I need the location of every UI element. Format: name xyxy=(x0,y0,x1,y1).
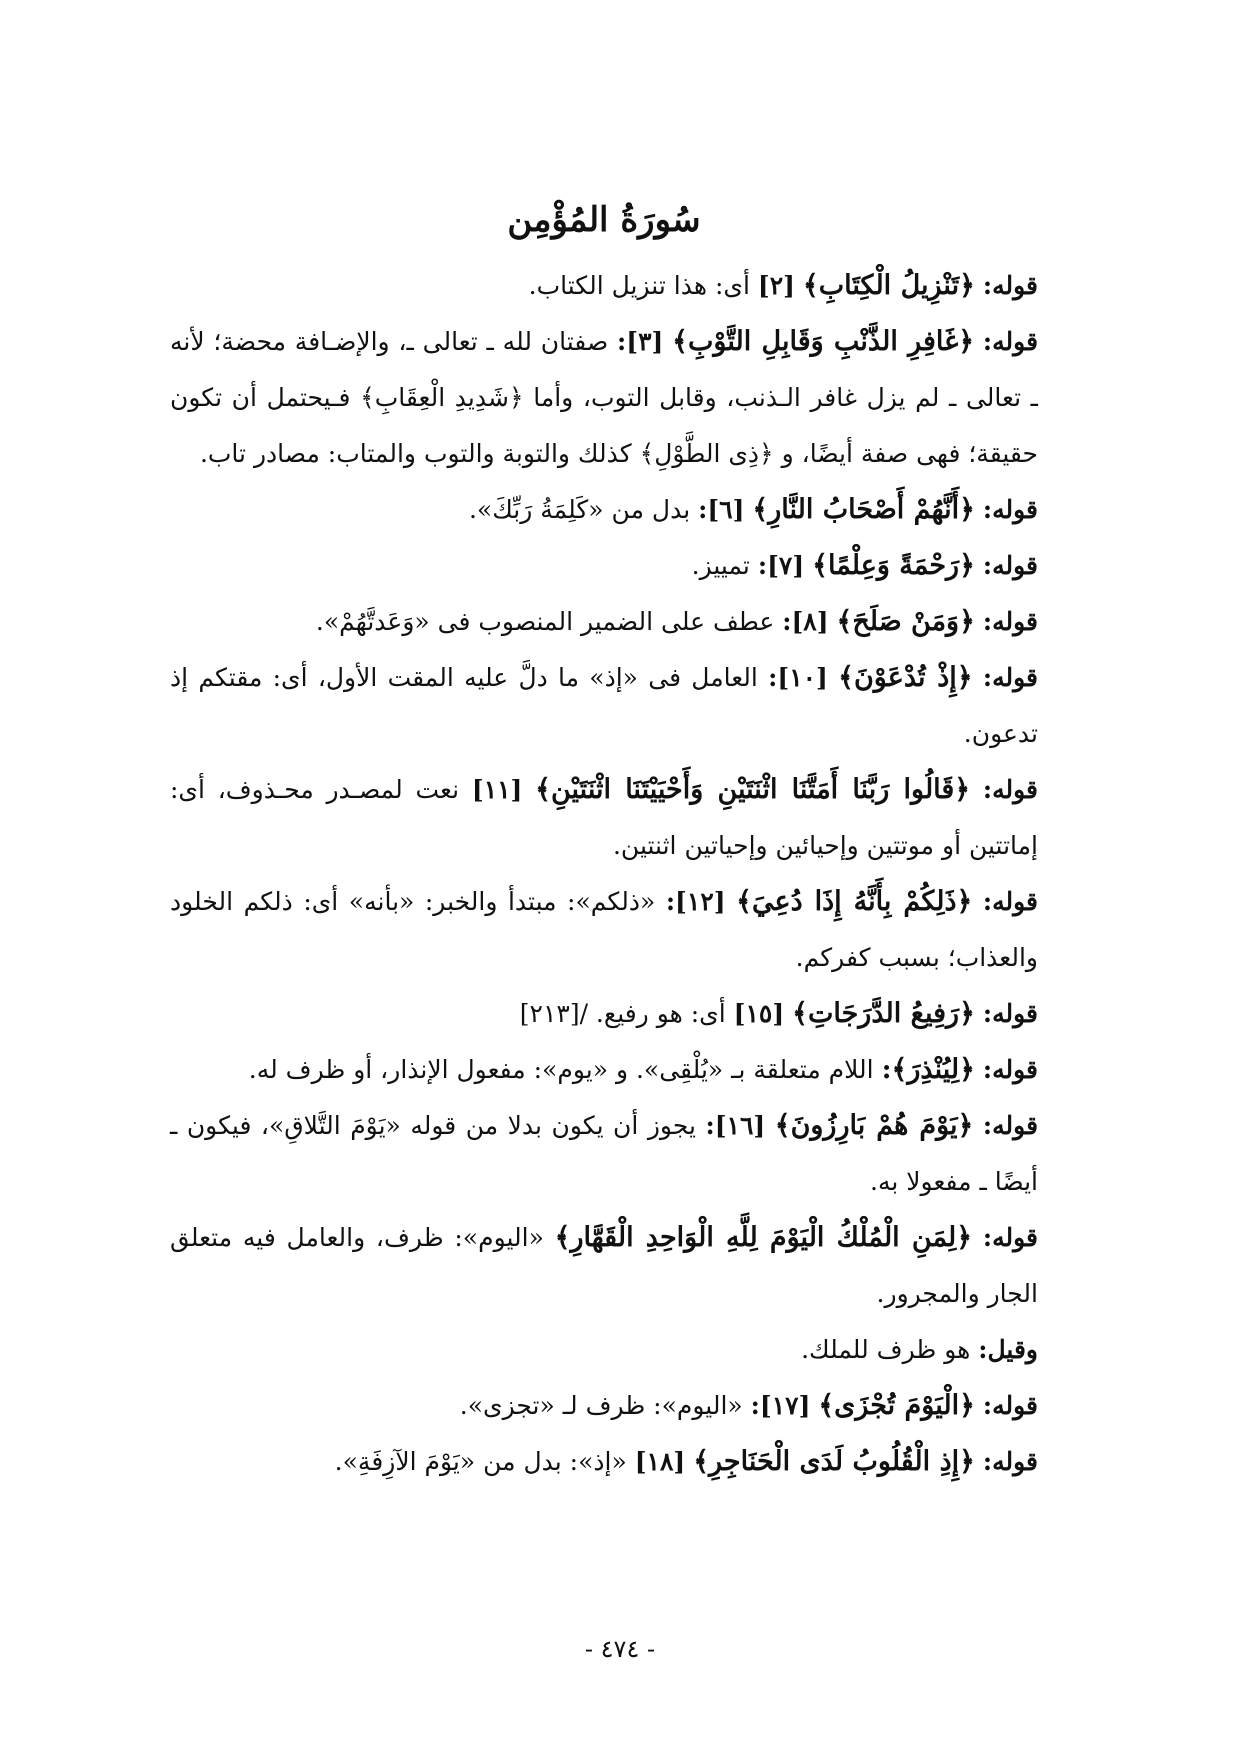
commentary-entry xyxy=(170,482,1038,538)
verse-quote: ﴿رَفِيعُ الدَّرَجَاتِ﴾ xyxy=(792,998,975,1029)
commentary-entry xyxy=(170,1042,1038,1098)
entry-text: «اليوم»: ظرف لـ «تجزى». xyxy=(459,1391,743,1420)
entry-text: تمييز. xyxy=(691,551,750,580)
verse-number: [٣]: xyxy=(617,327,664,356)
entry-text: «اليوم»: ظرف، والعامل فيه متعلق الجار والمجرور. xyxy=(170,1223,1038,1308)
verse-quote: ﴿غَافِرِ الذَّنْبِ وَقَابِلِ التَّوْبِ﴾ xyxy=(672,326,975,357)
entry-label: قوله: xyxy=(982,1111,1039,1140)
verse-quote: ﴿الْيَوْمَ تُجْزَى﴾ xyxy=(818,1390,975,1421)
verse-quote: ﴿يَوْمَ هُمْ بَارِزُونَ﴾ xyxy=(774,1110,974,1141)
entry-text: أى: هو رفيع. /[٢١٣] xyxy=(519,999,726,1028)
verse-quote: ﴿وَمَنْ صَلَحَ﴾ xyxy=(836,606,975,637)
entry-text: بدل من «كَلِمَةُ رَبِّكَ». xyxy=(468,495,691,524)
entry-text: يجوز أن يكون بدلا من قوله «يَوْمَ التَّلاقِ»، فيكون ـ أيضًا ـ مفعولا به. xyxy=(170,1111,1038,1196)
entry-text: عطف على الضمير المنصوب فى «وَعَدتَّهُمْ». xyxy=(315,607,775,636)
verse-number: [٧]: xyxy=(757,551,805,580)
entry-label: وقيل: xyxy=(978,1335,1038,1364)
commentary-entry xyxy=(170,1322,1038,1378)
verse-number: [١٨] xyxy=(634,1447,686,1476)
verse-number: [٨]: xyxy=(782,607,829,636)
commentary-entry xyxy=(170,1210,1038,1322)
commentary-entry xyxy=(170,650,1038,762)
verse-number: [١٠]: xyxy=(768,663,828,692)
entry-label: قوله: xyxy=(982,775,1039,804)
verse-number: [١١] xyxy=(471,775,523,804)
entry-text: نعت لمصـدر محـذوف، أى: إماتتين أو موتتين وإحيائين وإحياتين اثنتين. xyxy=(170,775,1038,860)
verse-quote: ﴿أَنَّهُمْ أَصْحَابُ النَّارِ﴾ xyxy=(752,494,975,525)
entry-text: صفتان لله ـ تعالى ـ، والإضـافة محضة؛ لأنه ـ تعالى ـ لم يزل غافر الـذنب، وقابل التوب، وأما ﴿شَدِيدِ الْعِقَابِ﴾ فـيحتمل أن تكون حقيقة؛ فهى صفة أيضًا، و ﴿ذِى الطَّوْلِ﴾ كذلك والتوبة والتوب والمتاب: مصادر تاب. xyxy=(170,327,1038,468)
commentary-entry xyxy=(170,1098,1038,1210)
page-number: - ٤٧٤ - xyxy=(584,1635,656,1663)
entry-label: قوله: xyxy=(982,1223,1038,1252)
verse-number: [٢] xyxy=(757,271,795,300)
entry-label: قوله: xyxy=(982,1055,1038,1084)
entry-label: قوله: xyxy=(982,887,1039,916)
commentary-entry xyxy=(170,314,1038,482)
commentary-entry xyxy=(170,874,1038,986)
commentary-entry xyxy=(170,538,1038,594)
verse-quote: ﴿رَحْمَةً وَعِلْمًا﴾ xyxy=(812,550,975,581)
verse-quote: ﴿إِذْ تُدْعَوْنَ﴾ xyxy=(838,662,973,693)
entry-label: قوله: xyxy=(982,999,1038,1028)
entry-text: «إذ»: بدل من «يَوْمَ الآزِفَةِ». xyxy=(334,1447,627,1476)
verse-quote: ﴿قَالُوا رَبَّنَا أَمَتَّنَا اثْنَتَيْنِ وَأَحْيَيْتَنَا اثْنَتَيْنِ﴾ xyxy=(535,774,971,805)
entry-text: أى: هذا تنزيل الكتاب. xyxy=(528,271,750,300)
entry-text: اللام متعلقة بـ «يُلْقِى». و «يوم»: مفعول الإنذار، أو ظرف له. xyxy=(248,1055,874,1084)
entry-label: قوله: xyxy=(982,327,1039,356)
surah-title: سُورَةُ المُؤْمِن xyxy=(507,200,701,240)
commentary-entry xyxy=(170,258,1038,314)
entry-label: قوله: xyxy=(982,1447,1038,1476)
verse-quote: ﴿لِمَنِ الْمُلْكُ الْيَوْمَ لِلَّهِ الْوَاحِدِ الْقَهَّارِ﴾ xyxy=(554,1222,973,1253)
entry-text: العامل فى «إذ» ما دلَّ عليه المقت الأول، أى: مقتكم إذ تدعون. xyxy=(170,663,1038,748)
entries-list xyxy=(170,258,1038,1490)
verse-number: [١٦]: xyxy=(705,1111,766,1140)
commentary-entry xyxy=(170,762,1038,874)
entry-label: قوله: xyxy=(982,663,1039,692)
verse-number: [١٥] xyxy=(733,999,785,1028)
commentary-entry xyxy=(170,1378,1038,1434)
commentary-entry xyxy=(170,594,1038,650)
verse-quote: ﴿إِذِ الْقُلُوبُ لَدَى الْحَنَاجِرِ﴾ xyxy=(693,1446,975,1477)
entry-label: قوله: xyxy=(982,607,1038,636)
entry-label: قوله: xyxy=(982,551,1038,580)
verse-number: [١٢]: xyxy=(665,887,726,916)
verse-quote: ﴿تَنْزِيلُ الْكِتَابِ﴾ xyxy=(802,270,975,301)
entry-label: قوله: xyxy=(982,271,1038,300)
commentary-entry xyxy=(170,986,1038,1042)
commentary-entry xyxy=(170,1434,1038,1490)
verse-quote: ﴿لِيُنْذِرَ﴾: xyxy=(881,1054,975,1085)
page-body xyxy=(170,200,1038,1490)
verse-number: [٦]: xyxy=(698,495,745,524)
entry-text: هو ظرف للملك. xyxy=(801,1335,971,1364)
verse-quote: ﴿ذَلِكُمْ بِأَنَّهُ إِذَا دُعِيَ﴾ xyxy=(736,886,973,917)
verse-number: [١٧]: xyxy=(750,1391,811,1420)
entry-label: قوله: xyxy=(982,1391,1038,1420)
entry-text: «ذلكم»: مبتدأ والخبر: «بأنه» أى: ذلكم الخلود والعذاب؛ بسبب كفركم. xyxy=(170,887,1038,972)
entry-label: قوله: xyxy=(982,495,1038,524)
